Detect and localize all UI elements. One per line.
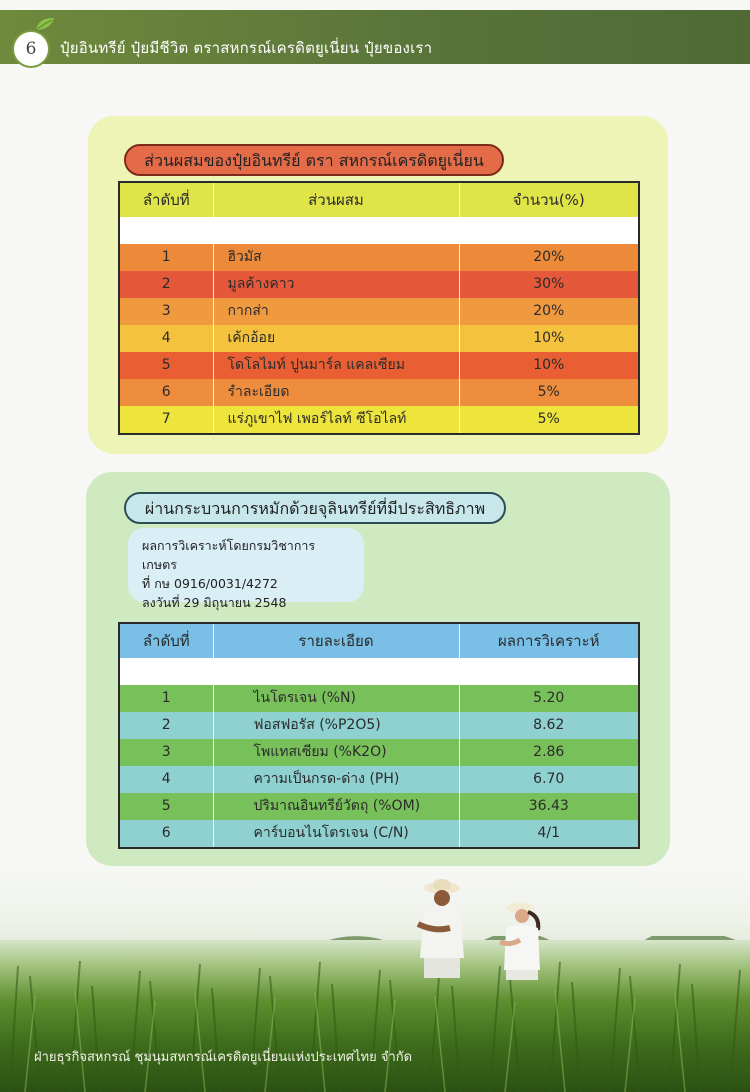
footer-text: ฝ่ายธุรกิจสหกรณ์ ชุมนุมสหกรณ์เครดิตยูเนี่ยนแห่งประเทศไทย จำกัด [34, 1050, 413, 1065]
ingredient: รำละเอียด [213, 379, 459, 406]
column-header: ลำดับที่ [119, 182, 213, 217]
process-title: ผ่านกระบวนการหมักด้วยจุลินทรีย์ที่มีประสิทธิภาพ [124, 492, 506, 524]
detail: ความเป็นกรด-ด่าง (PH) [213, 766, 459, 793]
analysis-table [118, 622, 640, 849]
lab-line: ลงวันที่ 29 มิถุนายน 2548 [142, 595, 287, 610]
table-row [119, 244, 639, 271]
farmer-woman-illustration [494, 896, 554, 980]
column-header: ส่วนผสม [213, 182, 459, 217]
row-number: 3 [119, 298, 213, 325]
row-number: 3 [119, 739, 213, 766]
composition-table [118, 181, 640, 435]
row-number: 5 [119, 352, 213, 379]
table-row [119, 712, 639, 739]
column-header: ผลการวิเคราะห์ [459, 623, 639, 658]
row-number: 1 [119, 685, 213, 712]
table-row [119, 406, 639, 434]
rice-blades-illustration [0, 946, 750, 1092]
detail: โพแทสเซียม (%K2O) [213, 739, 459, 766]
row-number: 4 [119, 766, 213, 793]
amount: 30% [533, 276, 565, 292]
column-header: ลำดับที่ [119, 623, 213, 658]
table-header-row [119, 623, 639, 658]
lab-reference [128, 528, 364, 610]
table-row [119, 379, 639, 406]
farmer-man-illustration [404, 878, 474, 978]
amount: 20% [533, 303, 565, 319]
ingredient: แร่ภูเขาไฟ เพอร์ไลท์ ซีโอไลท์ [213, 406, 459, 434]
table-row [119, 793, 639, 820]
amount: 5% [537, 384, 560, 400]
table-row [119, 766, 639, 793]
result: 6.70 [533, 771, 565, 787]
detail: ปริมาณอินทรีย์วัตถุ (%OM) [213, 793, 459, 820]
row-number: 1 [119, 244, 213, 271]
amount: 10% [533, 357, 565, 373]
result: 4/1 [537, 825, 561, 841]
row-number: 7 [119, 406, 213, 434]
ingredient: มูลค้างคาว [213, 271, 459, 298]
detail: ฟอสฟอรัส (%P2O5) [213, 712, 459, 739]
column-header: รายละเอียด [213, 623, 459, 658]
header-title: ปุ๋ยอินทรีย์ ปุ๋ยมีชีวิต ตราสหกรณ์เครดิตยูเนี่ยน ปุ๋ยของเรา [60, 39, 433, 57]
table-row [119, 820, 639, 848]
table-row [119, 685, 639, 712]
amount: 10% [533, 330, 565, 346]
lab-line: ผลการวิเคราะห์โดยกรมวิชาการเกษตร [142, 538, 316, 572]
row-number: 6 [119, 379, 213, 406]
table-row [119, 298, 639, 325]
row-number: 5 [119, 793, 213, 820]
sky-background [0, 866, 750, 946]
result: 36.43 [528, 798, 569, 814]
detail: ไนโตรเจน (%N) [213, 685, 459, 712]
table-header-row [119, 182, 639, 217]
result: 8.62 [533, 717, 565, 733]
ingredient: กากส่า [213, 298, 459, 325]
amount: 5% [537, 411, 560, 427]
lab-line: ที่ กษ 0916/0031/4272 [142, 576, 278, 591]
row-number: 2 [119, 271, 213, 298]
row-number: 6 [119, 820, 213, 848]
leaf-icon [34, 16, 56, 32]
table-row [119, 352, 639, 379]
composition-title: ส่วนผสมของปุ๋ยอินทรีย์ ตรา สหกรณ์เครดิตยูเนี่ยน [124, 144, 504, 176]
table-row [119, 739, 639, 766]
result: 5.20 [533, 690, 565, 706]
result: 2.86 [533, 744, 565, 760]
ingredient: ฮิวมัส [213, 244, 459, 271]
column-header: จำนวน(%) [459, 182, 639, 217]
amount: 20% [533, 249, 565, 265]
ingredient: โดโลไมท์ ปูนมาร์ล แคลเซียม [213, 352, 459, 379]
ingredient: เค้กอ้อย [213, 325, 459, 352]
row-number: 2 [119, 712, 213, 739]
page-number: 6 [12, 30, 50, 68]
row-number: 4 [119, 325, 213, 352]
table-row [119, 271, 639, 298]
detail: คาร์บอนไนโตรเจน (C/N) [213, 820, 459, 848]
table-row [119, 325, 639, 352]
